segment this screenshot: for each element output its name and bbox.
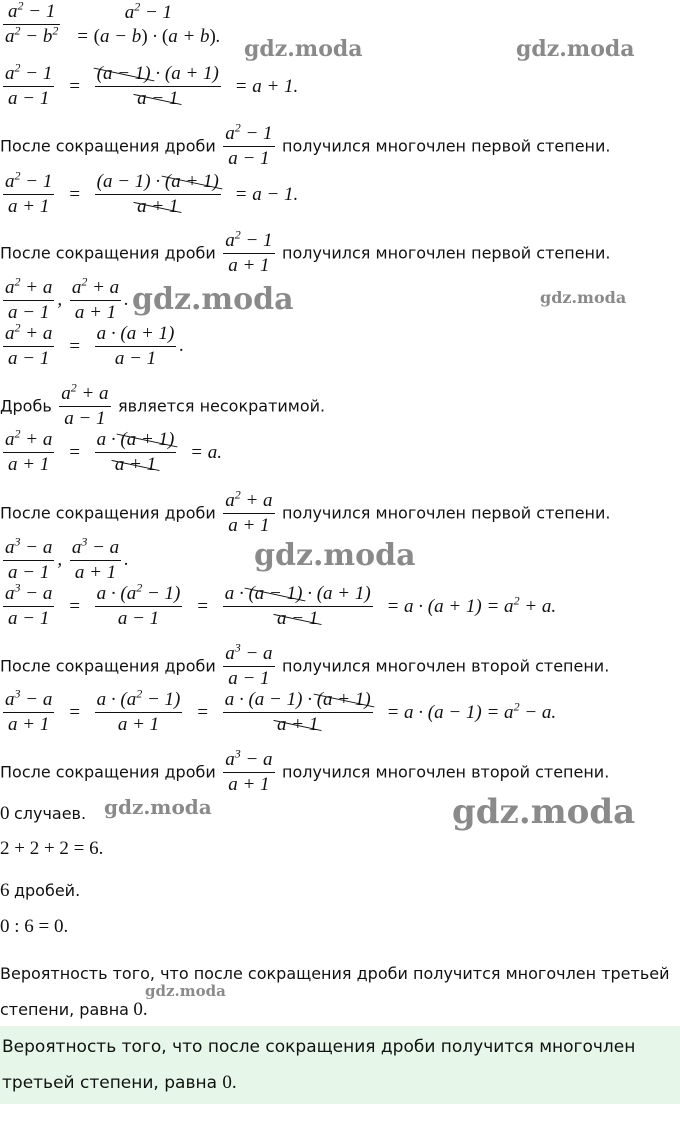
text-zero-cases: 0 случаев. bbox=[0, 803, 87, 824]
text-six-fractions: 6 дробей. bbox=[0, 880, 81, 901]
expr-div: 0 : 6 = 0. bbox=[0, 916, 69, 937]
probability-line-2: степени, равна 0. bbox=[0, 999, 148, 1020]
answer-line-1: Вероятность того, что после сокращения дроби получится многочлен bbox=[2, 1037, 636, 1057]
watermark: gdz.moda bbox=[244, 36, 363, 62]
text-row-8: Дробь $\frac{a^2 + a}{a - 1}$ является несократимой. bbox=[0, 380, 326, 429]
answer-box bbox=[0, 1026, 680, 1104]
expr-row-4: $\frac{a^2 - 1}{a + 1}$ = $\frac{(a - 1) \cdot (a + 1)}{a + 1}$ = a − 1. bbox=[5, 168, 299, 217]
answer-line-2: третьей степени, равна 0. bbox=[2, 1072, 237, 1093]
expr-row-14: $\frac{a^3 - a}{a + 1}$ = $\frac{a \cdot (a^2 - 1)}{a + 1}$ = $\frac{a \cdot (a - 1) \cdot (a + 1)}{a + 1}$ = $a \cdot (a - 1) = a^2 - a$. bbox=[5, 686, 557, 735]
watermark: gdz.moda bbox=[540, 288, 627, 307]
text-row-3: После сокращения дроби $\frac{a^2 - 1}{a - 1}$ получился многочлен первой степени. bbox=[0, 120, 611, 169]
watermark: gdz.moda bbox=[145, 982, 226, 1000]
watermark: gdz.moda bbox=[452, 792, 636, 832]
expr-row-11: $\frac{a^3 - a}{a - 1}$ , $\frac{a^3 - a}{a + 1}$ . bbox=[5, 534, 129, 583]
expr-row-1: $\frac{a^2 - 1}{a^2 - b^2}$ $a^2 - 1$ = (a − b) · (a + b). bbox=[5, 0, 221, 47]
expr-row-9: $\frac{a^2 + a}{a + 1}$ = $\frac{a \cdot (a + 1)}{a + 1}$ = a. bbox=[5, 426, 222, 475]
expr-row-6: $\frac{a^2 + a}{a - 1}$ , $\frac{a^2 + a}{a + 1}$ . bbox=[5, 274, 129, 323]
watermark: gdz.moda bbox=[132, 282, 294, 317]
watermark: gdz.moda bbox=[254, 538, 416, 573]
expr-row-12: $\frac{a^3 - a}{a - 1}$ = $\frac{a \cdot (a^2 - 1)}{a - 1}$ = a · (a − 1) · (a + 1) a − 1 = $a \cdot (a + 1) = a^2 + a$. bbox=[5, 580, 557, 629]
expr-sum: 2 + 2 + 2 = 6. bbox=[0, 838, 104, 859]
watermark: gdz.moda bbox=[104, 795, 212, 819]
probability-line-1: Вероятность того, что после сокращения дроби получится многочлен третьей bbox=[0, 964, 670, 983]
text-row-5: После сокращения дроби $\frac{a^2 - 1}{a + 1}$ получился многочлен первой степени. bbox=[0, 227, 611, 276]
expr-row-2: $\frac{a^2 - 1}{a - 1}$ = (a − 1) · (a + 1) a − 1 = a + 1. bbox=[5, 60, 299, 109]
text-row-15: После сокращения дроби $\frac{a^3 - a}{a + 1}$ получился многочлен второй степени. bbox=[0, 746, 610, 795]
text-row-10: После сокращения дроби $\frac{a^2 + a}{a + 1}$ получился многочлен первой степени. bbox=[0, 487, 611, 536]
watermark: gdz.moda bbox=[516, 36, 635, 62]
text-row-13: После сокращения дроби $\frac{a^3 - a}{a - 1}$ получился многочлен второй степени. bbox=[0, 640, 610, 689]
expr-row-7: $\frac{a^2 + a}{a - 1}$ = $\frac{a \cdot (a + 1)}{a - 1}$ . bbox=[5, 320, 185, 369]
